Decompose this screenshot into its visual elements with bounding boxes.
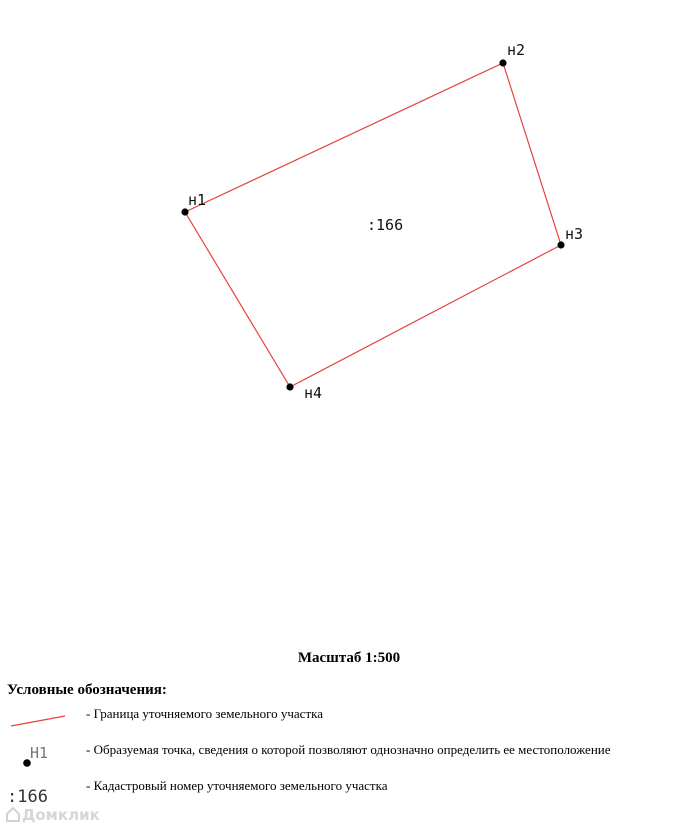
legend-item-cadastral: - Кадастровый номер уточняемого земельного участка bbox=[86, 778, 388, 793]
legend-boundary-line-icon bbox=[10, 713, 68, 729]
scale-label: Масштаб 1:500 bbox=[297, 650, 401, 666]
legend-item-point: - Образуемая точка, сведения о которой позволяют однозначно определить ее местоположение bbox=[86, 742, 611, 757]
point-label-n1: н1 bbox=[188, 191, 207, 209]
legend-title: Условные обозначения: bbox=[7, 682, 167, 698]
legend-point-label: Н1 bbox=[30, 744, 49, 762]
point-label-n2: н2 bbox=[507, 41, 526, 59]
legend-item-boundary: - Граница уточняемого земельного участка bbox=[86, 706, 324, 721]
boundary-point-n2 bbox=[499, 59, 506, 66]
point-label-n4: н4 bbox=[304, 384, 323, 402]
house-icon bbox=[5, 805, 21, 823]
boundary-point-n1 bbox=[181, 208, 188, 215]
parcel-cadastral-label: :166 bbox=[367, 216, 404, 234]
boundary-point-n3 bbox=[557, 241, 564, 248]
watermark-text: Домклик bbox=[22, 806, 100, 824]
point-label-n3: н3 bbox=[565, 225, 584, 243]
boundary-point-n4 bbox=[286, 383, 293, 390]
legend-cadastral-label: :166 bbox=[7, 787, 48, 807]
